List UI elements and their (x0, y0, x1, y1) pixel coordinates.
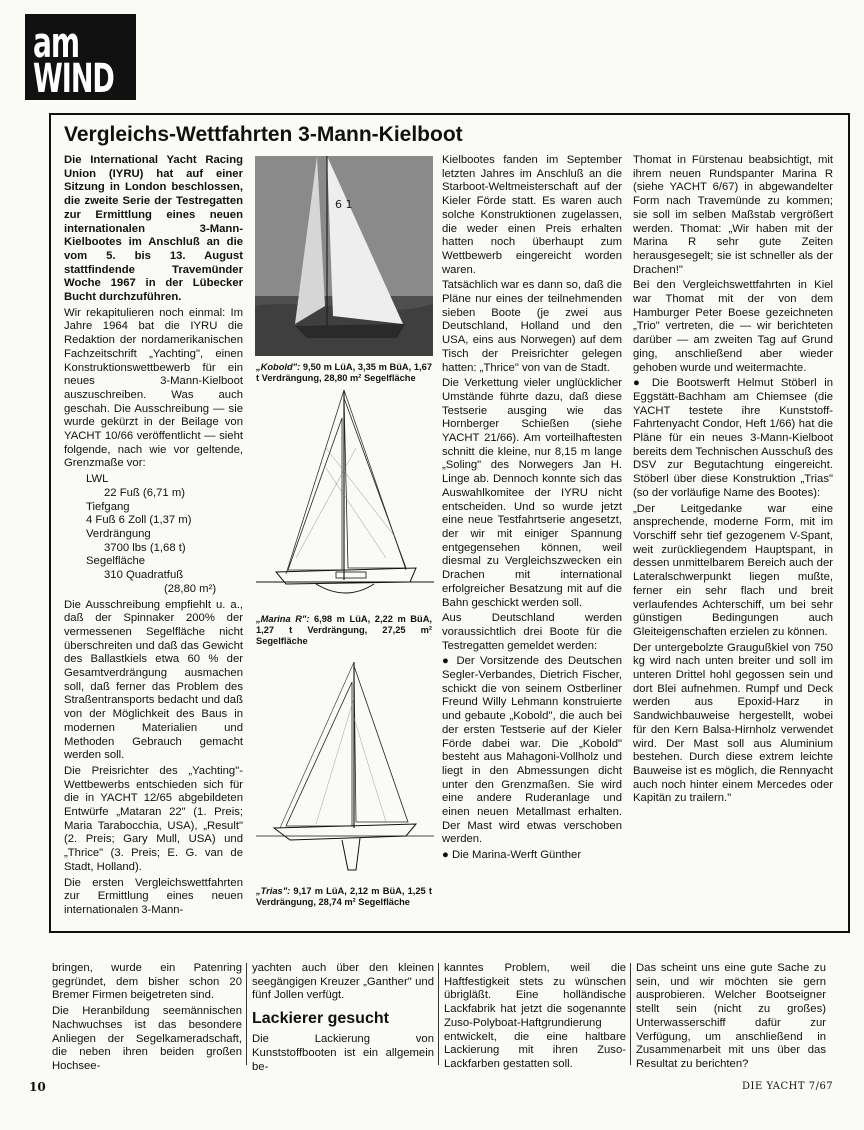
bullet-icon: ● (633, 377, 645, 390)
spec-list (64, 473, 243, 596)
logo-line-wind: WIND (33, 56, 114, 100)
spec-value: (28,80 m²) (164, 582, 217, 595)
bottom-column-3 (444, 962, 626, 1074)
paragraph: Die Preisrichter des „Yachting"-Wettbewerbs entschieden sich für die in YACHT 12/65 abgebildeten Entwürfe „Mataran 22" (1. Preis; Maria Tarabocchia, USA), „Result" (2. Preis; Gary Mull, USA) und „Thrice" (3. Preis; E. G. van de Stadt, Holland). (64, 764, 243, 873)
paragraph: kanntes Problem, weil die Haftfestigkeit stets zu wünschen übrigläßt. Eine holländische Lackfabrik hat jetzt die sogenannte Zuso-Polyboat-Haftgrundierung entwickelt, die eine haltbare Lackierung mit ihren Zuso-Lackfarben gestatten soll. (444, 962, 626, 1070)
spec-value: 4 Fuß 6 Zoll (1,37 m) (86, 514, 192, 527)
column-3 (442, 154, 622, 926)
column-4 (633, 154, 833, 926)
logo-line-am: am (33, 18, 80, 68)
paragraph-text: Die Bootswerft Helmut Stöberl in Eggstätt-Bachham am Chiemsee (die YACHT testete ihre Kunststoff-Fahrtenyacht Condor, Heft 1/66) hat die Pläne für ein neues 3-Mann-Kielboot bereits dem Technischen Ausschuß des DSV zur Begutachtung eingereicht. Stöberl über diese Konstruktion „Trias" (so der vorläufige Name des Bootes): (633, 377, 833, 499)
paragraph: Aus Deutschland werden voraussichtlich drei Boote für die Testregatten gemeldet werden: (442, 612, 622, 652)
sailboat-photo-image (255, 156, 433, 356)
spec-label: Tiefgang (86, 500, 130, 513)
paragraph: Das scheint uns eine gute Sache zu sein, und wir möchten sie gern ausprobieren. Welcher Bootseigner stellt sein (nicht zu großes) Unterwasserschiff dafür zur Verfügung, um anschließend in Zusammenarbeit mit uns über das Resultat zu berichten? (636, 962, 826, 1070)
paragraph (442, 655, 622, 847)
section-logo (25, 14, 136, 100)
paragraph: Wir rekapitulieren noch einmal: Im Jahre 1964 bat die IYRU die Redaktion der nordamerikanischen Fachzeitschrift „Yachting", einen Konstruktionswettbewerb für ein neues 3-Mann-Kielboot auszuschreiben. Was auch geschah. Die Ausschreibung — sie wurde gekürzt in der Beilage von YACHT 10/66 veröffentlicht — sieht folgende, nach wie vor geltende, Grenzmaße vor: (64, 306, 243, 470)
paragraph: Tatsächlich war es dann so, daß die Pläne nur eines der teilnehmenden sieben Boote (je zwei aus Deutschland, Holland und den USA, eins aus Norwegen) auf dem Tisch der Preisrichter gelegen hatten: „Thrice" von van de Stadt. (442, 279, 622, 374)
caption-text: 9,50 m LüA, 3,35 m BüA, 1,67 t Verdrängung, 28,80 m² Segelfläche (256, 362, 432, 383)
paragraph: yachten auch über den kleinen seegängigen Kreuzer „Ganther" und fünf Jollen verfügt. (252, 962, 434, 1002)
bottom-column-4 (636, 962, 826, 1074)
caption-trias (256, 886, 432, 908)
paragraph: Die Verkettung vieler unglücklicher Umstände führte dazu, daß diese Testserie ausging wie das Hornberger Schießen (siehe YACHT 21/66). Am vorteilhaftesten schnitt die kleine, nur 8,15 m lange „Soling" des Norwegers Jan H. Linge ab. Dennoch konnte sich das Auswahlkomitee der IYRU nicht entscheiden. Und so wurde jetzt eine neue Testfahrtserie angesetzt, der wir mit einiger Spannung entgegensehen können, weil diesmal zu Vergleichszwecken ein Drachen mit international erfolgreicher Besatzung mit auf die Bahn geschickt werden soll. (442, 377, 622, 609)
caption-boat-name: „Kobold": (256, 362, 301, 372)
paragraph: Die Lackierung von Kunststoffbooten ist ein allgemein be- (252, 1033, 434, 1073)
spec-label: Verdrängung (86, 527, 151, 540)
sail-number: 6 1 (335, 198, 353, 211)
marina-r-sail-plan (256, 388, 434, 606)
paragraph-text: Die Marina-Werft Günther (451, 849, 582, 862)
page-number: 10 (29, 1080, 46, 1094)
column-1 (64, 154, 243, 926)
caption-kobold (256, 362, 432, 384)
spec-label: Segelfläche (86, 555, 146, 568)
column-divider (438, 963, 439, 1065)
kobold-photo (255, 156, 433, 356)
paragraph: „Der Leitgedanke war eine ansprechende, moderne Form, mit im Vorschiff sehr tief gezogenem V-Spant, weit zurückliegendem Hauptspant, in dessen unmittelbarem Bereich auch der Lateralschwerpunkt liegen mußte, ferner ein sehr flach und breit verlaufendes Achterschiff, um bei sehr günstigen Bedingungen auch Gleiteigenschaften erzielen zu können. (633, 502, 833, 638)
caption-boat-name: „Trias": (256, 886, 291, 896)
bullet-icon: ● (442, 655, 452, 668)
paragraph: Der untergebolzte Graugußkiel von 750 kg wird nach unten breiter und soll im unteren Drittel hohl gegossen sein und dort Blei aufnehmen. Rumpf und Deck werden aus Epoxid-Harz in Sandwichbauweise hergestellt, wobei für den Kern Balsa-Hirnholz verwendet wird. Der Mast soll aus Aluminium bestehen. Durch diese extrem leichte Bauweise ist es möglich, die Rennyacht auch noch hinter einem Mercedes oder Kapitän zu trailern." (633, 641, 833, 805)
bottom-column-2 (252, 962, 434, 1074)
caption-text: 9,17 m LüA, 2,12 m BüA, 1,25 t Verdrängung, 28,74 m² Segelfläche (256, 886, 432, 907)
caption-marina-r (256, 614, 432, 647)
paragraph: Bei den Vergleichswettfahrten in Kiel war Thomat mit der von dem Hamburger Peter Boese gezeichneten „Trio" vertreten, die — wir berichteten darüber — am zweiten Tag auf Grund ging, anschließend aber wieder gehoben wurde und weitermachte. (633, 279, 833, 374)
column-divider (630, 963, 631, 1065)
paragraph: Kielbootes fanden im September letzten Jahres im Anschluß an die Starboot-Weltmeisterschaft auf der Kieler Förde statt. Es waren auch solche Konstruktionen zugelassen, die weder einen Preis erhalten hatten noch überhaupt zum Wettbewerb eingereicht worden waren. (442, 154, 622, 276)
paragraph: Thomat in Fürstenau beabsichtigt, mit ihrem neuen Rundspanter Marina R (siehe YACHT 6/67) in abgewandelter Form nach Travemünde zu kommen; sie soll im selben Maßstab vergrößert werden. Thomat: „Wir haben mit der Marina R sehr gute Zeiten herausgesegelt; sie ist schneller als der Drachen!" (633, 154, 833, 276)
paragraph: bringen, wurde ein Patenring gegründet, dem bisher schon 20 Bremer Firmen beigetreten sind. (52, 962, 242, 1002)
lead-paragraph: Die International Yacht Racing Union (IYRU) hat auf einer Sitzung in London beschlossen, die zweite Serie der Testregatten zur Ermittlung eines neuen internationalen 3-Mann-Kielbootes im Anschluß an die vom 5. bis 13. August stattfindende Travemünder Woche 1967 in der Lübecker Bucht durchzuführen. (64, 154, 243, 304)
paragraph: Die Heranbildung seemännischen Nachwuchses ist das besondere Anliegen der Segelkameradschaft, die neben ihren beiden großen Hochsee- (52, 1005, 242, 1072)
column-divider (246, 963, 247, 1065)
spec-label: LWL (86, 473, 109, 486)
paragraph-text: Der Vorsitzende des Deutschen Segler-Verbandes, Dietrich Fischer, schickt die von seinem Ostberliner Freund Willy Lehmann konstruierte und gebaute „Kobold", die auch bei der ersten Testserie auf der Kieler Förde dabei war. Die „Kobold" besteht aus Mahagoni-Vollholz und liegt in den Abmessungen dicht unter den Grenzmaßen. Sie wird eine andere Ruderanlage und einen neuen Metallmast erhalten. Der Mast wird etwas verschoben werden. (442, 655, 622, 846)
bullet-icon: ● (442, 849, 449, 862)
paragraph: Die ersten Vergleichswettfahrten zur Ermittlung eines neuen internationalen 3-Mann- (64, 876, 243, 916)
trias-sail-plan (256, 658, 434, 880)
caption-text: 6,98 m LüA, 2,22 m BüA, 1,27 t Verdrängung, 27,25 m² Segelfläche (256, 614, 432, 646)
spec-value: 310 Quadratfuß (104, 569, 184, 582)
article-title: Vergleichs-Wettfahrten 3-Mann-Kielboot (64, 123, 463, 146)
paragraph (633, 377, 833, 500)
spec-value: 22 Fuß (6,71 m) (104, 486, 185, 499)
bottom-column-1 (52, 962, 242, 1074)
footer-issue: DIE YACHT 7/67 (742, 1081, 834, 1092)
subheading: Lackierer gesucht (252, 1010, 389, 1028)
paragraph (442, 849, 622, 863)
caption-boat-name: „Marina R": (256, 614, 310, 624)
paragraph: Die Ausschreibung empfiehlt u. a., daß der Spinnaker 200% der vermessenen Segelfläche nicht überschreiten und daß das Gewicht des Ballastkiels etwa 60 % der Gesamtverdrängung ausmachen soll, daß ferner das Problem des Straßentransports bedacht und daß von der Möglichkeit des Baus in modernen Materialien und Methoden Gebrauch gemacht werden soll. (64, 598, 243, 762)
spec-value: 3700 lbs (1,68 t) (104, 541, 186, 554)
